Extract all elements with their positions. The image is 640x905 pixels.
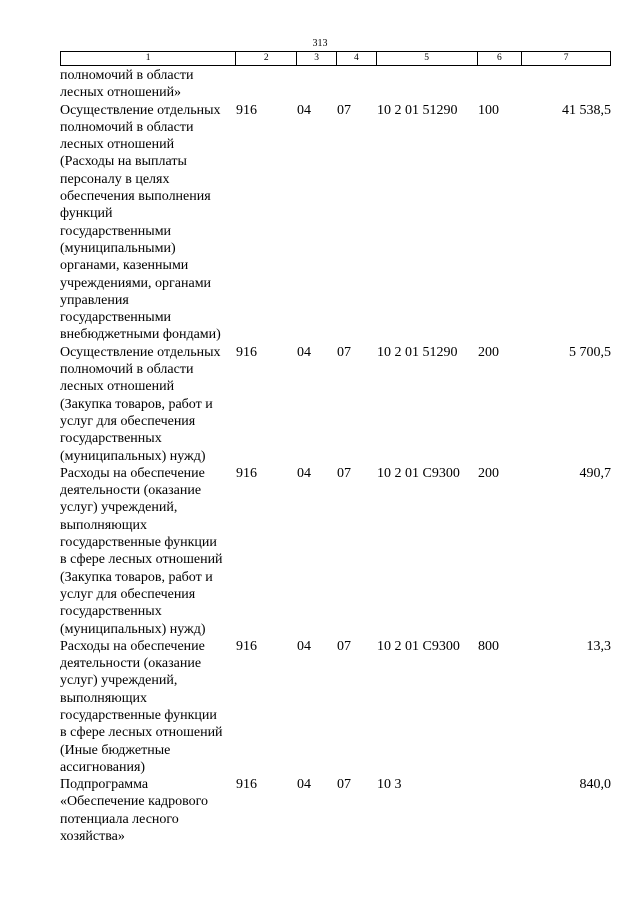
- table-row: [60, 465, 611, 638]
- column-header-4: 4: [337, 52, 377, 65]
- row-subsection: 07: [337, 777, 351, 793]
- row-amount: [523, 67, 611, 102]
- row-name: полномочий в области лесных отношений»: [60, 68, 194, 101]
- row-target-article: 10 2 01 С9300: [377, 465, 460, 481]
- row-name: Осуществление отдельных полномочий в области лесных отношений (Расходы на выплаты персоналу в целях обеспечения выполнения функций государственными (муниципальными) органами, казенными учреждениями, органами управления государственными внебюджетными фондами): [60, 102, 221, 343]
- row-expense-type: 200: [478, 465, 499, 481]
- budget-table-body: [60, 67, 611, 845]
- row-amount: 5 700,5: [569, 344, 611, 360]
- row-subsection: 07: [337, 344, 351, 360]
- row-admin-code: [236, 67, 297, 102]
- row-subsection: 07: [337, 638, 351, 654]
- row-target-article: 10 3: [377, 777, 402, 793]
- row-section: 04: [297, 777, 311, 793]
- row-target-article: 10 2 01 51290: [377, 344, 458, 360]
- row-target-article: [377, 67, 478, 102]
- row-name: Расходы на обеспечение деятельности (оказание услуг) учреждений, выполняющих государственные функции в сфере лесных отношений (Закупка товаров, работ и услуг для обеспечения государственных (муниципальных) нужд): [60, 465, 223, 637]
- row-subsection: 07: [337, 465, 351, 481]
- row-section: 04: [297, 638, 311, 654]
- column-header-5: 5: [377, 52, 478, 65]
- row-amount: 490,7: [579, 465, 611, 481]
- row-expense-type: [478, 67, 523, 102]
- table-row: [60, 776, 611, 845]
- table-row: [60, 67, 611, 102]
- row-subsection: [337, 67, 377, 102]
- row-name: Расходы на обеспечение деятельности (оказание услуг) учреждений, выполняющих государственные функции в сфере лесных отношений (Иные бюджетные ассигнования): [60, 638, 223, 775]
- row-expense-type: 800: [478, 638, 499, 654]
- row-amount: 840,0: [579, 777, 611, 793]
- row-section: 04: [297, 344, 311, 360]
- row-subsection: 07: [337, 102, 351, 118]
- column-header-3: 3: [297, 52, 337, 65]
- row-target-article: 10 2 01 С9300: [377, 638, 460, 654]
- row-expense-type: 200: [478, 344, 499, 360]
- row-section: 04: [297, 102, 311, 118]
- row-amount: 41 538,5: [562, 102, 611, 118]
- row-amount: 13,3: [586, 638, 611, 654]
- row-target-article: 10 2 01 51290: [377, 102, 458, 118]
- row-expense-type: [478, 776, 523, 845]
- column-header-7: 7: [563, 53, 569, 63]
- row-admin-code: 916: [236, 344, 257, 360]
- row-admin-code: 916: [236, 777, 257, 793]
- row-name: Подпрограмма «Обеспечение кадрового потенциала лесного хозяйства»: [60, 777, 208, 845]
- table-row: [60, 638, 611, 776]
- column-header-2: 2: [236, 52, 297, 65]
- row-admin-code: 916: [236, 102, 257, 118]
- row-name: Осуществление отдельных полномочий в области лесных отношений (Закупка товаров, работ и услуг для обеспечения государственных (муниципальных) нужд): [60, 344, 221, 464]
- row-admin-code: 916: [236, 465, 257, 481]
- column-header-1: 1: [61, 52, 236, 65]
- row-expense-type: 100: [478, 102, 499, 118]
- row-section: 04: [297, 465, 311, 481]
- row-section: [297, 67, 337, 102]
- column-header-row: [60, 51, 611, 66]
- row-admin-code: 916: [236, 638, 257, 654]
- table-row: [60, 344, 611, 465]
- column-header-6: 6: [478, 52, 523, 65]
- table-row: [60, 102, 611, 344]
- page-number: 313: [312, 38, 328, 49]
